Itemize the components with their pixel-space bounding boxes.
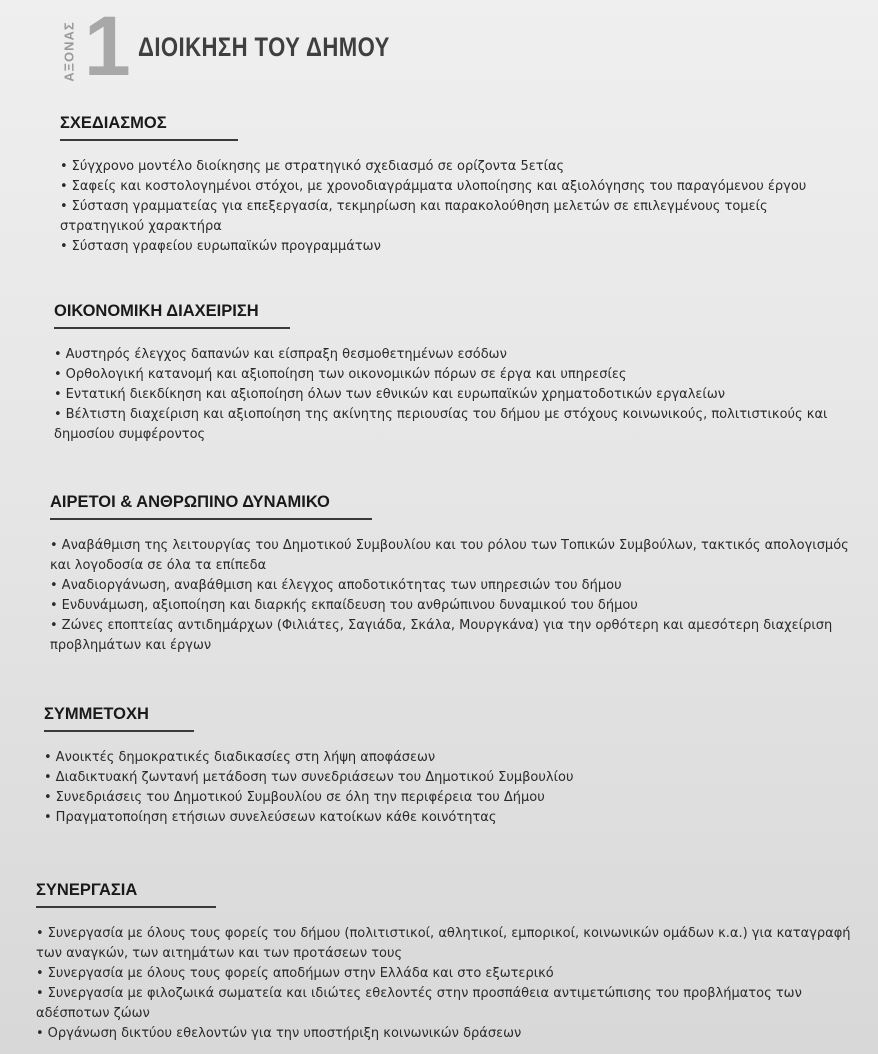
section-title: ΣΧΕΔΙΑΣΜΟΣ [60, 114, 167, 132]
bullet-item: • Εντατική διεκδίκηση και αξιοποίηση όλων των εθνικών και ευρωπαϊκών χρηματοδοτικών εργαλείων [54, 387, 725, 402]
bullet-item: • Ενδυνάμωση, αξιοποίηση και διαρκής εκπαίδευση του ανθρώπινου δυναμικού του δήμου [50, 598, 638, 613]
section-divider [54, 327, 290, 329]
section-divider [44, 730, 194, 732]
axis-number: 1 [84, 0, 131, 93]
section-divider [36, 906, 216, 908]
bullet-dot-icon: • [50, 578, 58, 593]
axis-label [58, 18, 80, 84]
bullet-item: • Πραγματοποίηση ετήσιων συνελεύσεων κατοίκων κάθε κοινότητας [44, 810, 497, 825]
bullet-item: • Αναβάθμιση της λειτουργίας του Δημοτικού Συμβουλίου και του ρόλου των Τοπικών Συμβούλων, τακτικός απολογισμός και λογοδοσία σε όλα τα επίπεδα [50, 538, 849, 573]
section-title: ΣΥΜΜΕΤΟΧΗ [44, 705, 149, 723]
bullet-item: • Σύγχρονο μοντέλο διοίκησης με στρατηγικό σχεδιασμό σε ορίζοντα 5ετίας [60, 159, 565, 174]
bullet-list [60, 157, 850, 257]
bullet-item: • Συνεργασία με φιλοζωικά σωματεία και ιδιώτες εθελοντές στην προσπάθεια αντιμετώπισης του προβλήματος των αδέσποτων ζώων [36, 986, 802, 1021]
bullet-item: • Συνεδριάσεις του Δημοτικού Συμβουλίου σε όλη την περιφέρεια του Δήμου [44, 790, 545, 805]
bullet-item: • Συνεργασία με όλους τους φορείς του δήμου (πολιτιστικοί, αθλητικοί, εμπορικοί, κοινωνικών ομάδων κ.α.) για καταγραφή των αναγκών, των αιτημάτων και των προτάσεων τους [36, 926, 851, 961]
bullet-item: • Ανοικτές δημοκρατικές διαδικασίες στη λήψη αποφάσεων [44, 750, 436, 765]
bullet-dot-icon: • [60, 179, 68, 194]
section-title: ΟΙΚΟΝΟΜΙΚΗ ΔΙΑΧΕΙΡΙΣΗ [54, 302, 259, 320]
bullet-dot-icon: • [54, 367, 62, 382]
bullet-item: • Αναδιοργάνωση, αναβάθμιση και έλεγχος αποδοτικότητας των υπηρεσιών του δήμου [50, 578, 622, 593]
bullet-item: • Σύσταση γραφείου ευρωπαϊκών προγραμμάτων [60, 239, 381, 254]
bullet-dot-icon: • [50, 618, 58, 633]
bullet-item: • Βέλτιστη διαχείριση και αξιοποίηση της ακίνητης περιουσίας του δήμου με στόχους κοινωνικούς, πολιτιστικούς και δημοσίου συμφέροντος [54, 407, 828, 442]
section-title: ΣΥΝΕΡΓΑΣΙΑ [36, 881, 138, 899]
axis-label-text: ΑΞΟΝΑΣ [61, 20, 77, 82]
bullet-item: • Διαδικτυακή ζωντανή μετάδοση των συνεδριάσεων του Δημοτικού Συμβουλίου [44, 770, 574, 785]
bullet-item: • Σαφείς και κοστολογημένοι στόχοι, με χρονοδιαγράμματα υλοποίησης και αξιολόγησης του παραγόμενου έργου [60, 179, 807, 194]
bullet-dot-icon: • [36, 986, 44, 1001]
section-elected-and-staff [50, 493, 850, 656]
bullet-dot-icon: • [44, 790, 52, 805]
bullet-dot-icon: • [60, 199, 68, 214]
bullet-dot-icon: • [54, 407, 62, 422]
bullet-dot-icon: • [54, 387, 62, 402]
bullet-dot-icon: • [54, 347, 62, 362]
bullet-item: • Ορθολογική κατανομή και αξιοποίηση των οικονομικών πόρων σε έργα και υπηρεσίες [54, 367, 627, 382]
bullet-dot-icon: • [36, 926, 44, 941]
bullet-dot-icon: • [60, 239, 68, 254]
bullet-dot-icon: • [50, 598, 58, 613]
bullet-dot-icon: • [44, 770, 52, 785]
section-financial-management [54, 302, 850, 445]
bullet-item: • Ζώνες εποπτείας αντιδημάρχων (Φιλιάτες, Σαγιάδα, Σκάλα, Μουργκάνα) για την ορθότερη και αμεσότερη διαχείριση προβλημάτων και έργων [50, 618, 833, 653]
bullet-dot-icon: • [36, 1026, 44, 1041]
bullet-item: • Αυστηρός έλεγχος δαπανών και είσπραξη θεσμοθετημένων εσόδων [54, 347, 507, 362]
bullet-dot-icon: • [44, 810, 52, 825]
section-participation [44, 705, 844, 828]
section-divider [50, 518, 372, 520]
page-header [58, 0, 858, 93]
section-planning [60, 114, 850, 257]
section-cooperation [36, 881, 856, 1044]
bullet-item: • Συνεργασία με όλους τους φορείς αποδήμων στην Ελλάδα και στο εξωτερικό [36, 966, 554, 981]
bullet-list [44, 748, 844, 828]
bullet-dot-icon: • [60, 159, 68, 174]
section-title: ΑΙΡΕΤΟΙ & ΑΝΘΡΩΠΙΝΟ ΔΥΝΑΜΙΚΟ [50, 493, 330, 511]
bullet-dot-icon: • [36, 966, 44, 981]
bullet-list [36, 924, 856, 1044]
section-divider [60, 139, 238, 141]
bullet-dot-icon: • [50, 538, 58, 553]
page-title: ΔΙΟΙΚΗΣΗ ΤΟΥ ΔΗΜΟΥ [138, 32, 390, 62]
bullet-item: • Οργάνωση δικτύου εθελοντών για την υποστήριξη κοινωνικών δράσεων [36, 1026, 522, 1041]
bullet-list [54, 345, 850, 445]
bullet-list [50, 536, 850, 656]
bullet-item: • Σύσταση γραμματείας για επεξεργασία, τεκμηρίωση και παρακολούθηση μελετών σε επιλεγμένους τομείς στρατηγικού χαρακτήρα [60, 199, 768, 234]
bullet-dot-icon: • [44, 750, 52, 765]
